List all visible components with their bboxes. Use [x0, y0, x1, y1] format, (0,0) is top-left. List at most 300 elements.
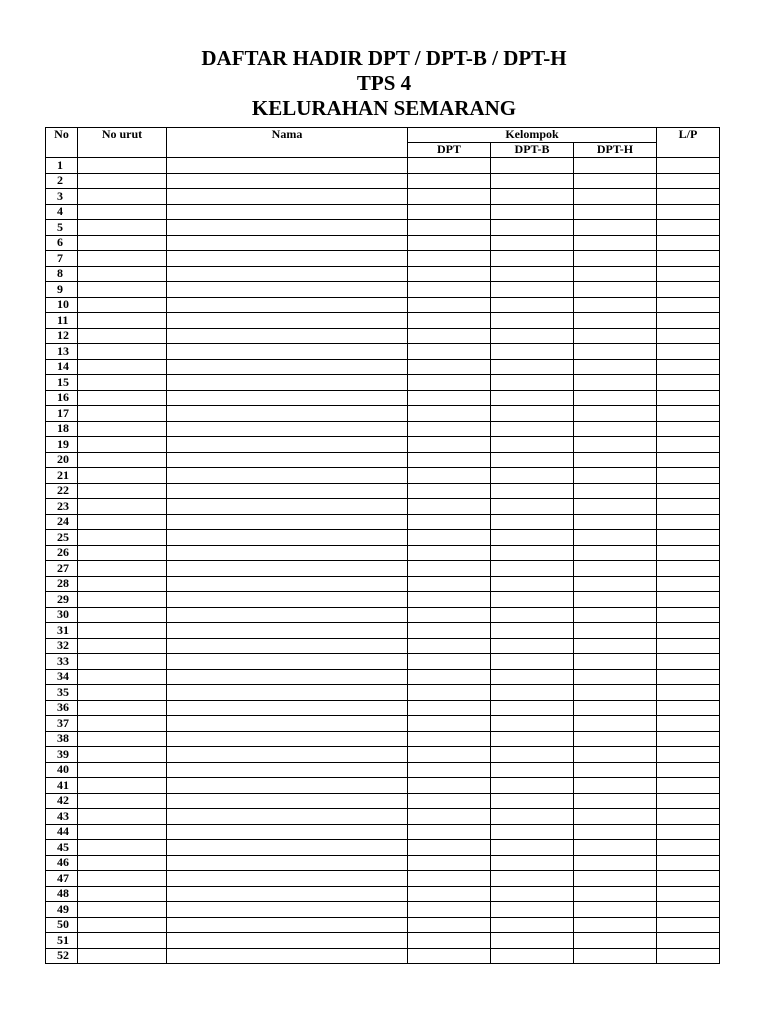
row-dpt-b-cell[interactable] [491, 902, 574, 918]
row-dpt-cell[interactable] [408, 700, 491, 716]
row-dpt-h-cell[interactable] [574, 220, 657, 236]
row-lp-cell[interactable] [657, 855, 720, 871]
row-lp-cell[interactable] [657, 437, 720, 453]
row-nama-cell[interactable] [167, 561, 408, 577]
row-dpt-h-cell[interactable] [574, 855, 657, 871]
row-dpt-b-cell[interactable] [491, 576, 574, 592]
row-dpt-b-cell[interactable] [491, 251, 574, 267]
row-dpt-b-cell[interactable] [491, 545, 574, 561]
row-nama-cell[interactable] [167, 313, 408, 329]
row-no-urut-cell[interactable] [78, 173, 167, 189]
row-dpt-b-cell[interactable] [491, 220, 574, 236]
row-dpt-h-cell[interactable] [574, 499, 657, 515]
row-dpt-h-cell[interactable] [574, 685, 657, 701]
row-dpt-h-cell[interactable] [574, 731, 657, 747]
row-lp-cell[interactable] [657, 607, 720, 623]
row-no-urut-cell[interactable] [78, 204, 167, 220]
row-no-urut-cell[interactable] [78, 855, 167, 871]
row-nama-cell[interactable] [167, 545, 408, 561]
row-nama-cell[interactable] [167, 576, 408, 592]
row-dpt-cell[interactable] [408, 731, 491, 747]
row-nama-cell[interactable] [167, 173, 408, 189]
row-dpt-h-cell[interactable] [574, 716, 657, 732]
row-dpt-cell[interactable] [408, 251, 491, 267]
row-dpt-cell[interactable] [408, 406, 491, 422]
row-dpt-b-cell[interactable] [491, 344, 574, 360]
row-dpt-h-cell[interactable] [574, 266, 657, 282]
row-dpt-cell[interactable] [408, 235, 491, 251]
row-lp-cell[interactable] [657, 158, 720, 174]
row-no-urut-cell[interactable] [78, 902, 167, 918]
row-no-urut-cell[interactable] [78, 406, 167, 422]
row-dpt-b-cell[interactable] [491, 359, 574, 375]
row-dpt-cell[interactable] [408, 576, 491, 592]
row-dpt-h-cell[interactable] [574, 592, 657, 608]
row-dpt-b-cell[interactable] [491, 266, 574, 282]
row-dpt-cell[interactable] [408, 282, 491, 298]
row-dpt-h-cell[interactable] [574, 700, 657, 716]
row-no-urut-cell[interactable] [78, 344, 167, 360]
row-dpt-b-cell[interactable] [491, 406, 574, 422]
row-no-urut-cell[interactable] [78, 654, 167, 670]
row-nama-cell[interactable] [167, 421, 408, 437]
row-dpt-cell[interactable] [408, 173, 491, 189]
row-lp-cell[interactable] [657, 235, 720, 251]
row-lp-cell[interactable] [657, 483, 720, 499]
row-dpt-b-cell[interactable] [491, 514, 574, 530]
row-dpt-h-cell[interactable] [574, 871, 657, 887]
row-no-urut-cell[interactable] [78, 390, 167, 406]
row-dpt-h-cell[interactable] [574, 421, 657, 437]
row-lp-cell[interactable] [657, 762, 720, 778]
row-dpt-cell[interactable] [408, 654, 491, 670]
row-dpt-cell[interactable] [408, 468, 491, 484]
row-nama-cell[interactable] [167, 468, 408, 484]
row-dpt-b-cell[interactable] [491, 886, 574, 902]
row-nama-cell[interactable] [167, 514, 408, 530]
row-nama-cell[interactable] [167, 778, 408, 794]
row-no-urut-cell[interactable] [78, 592, 167, 608]
row-no-urut-cell[interactable] [78, 282, 167, 298]
row-dpt-b-cell[interactable] [491, 158, 574, 174]
row-no-urut-cell[interactable] [78, 189, 167, 205]
row-dpt-b-cell[interactable] [491, 809, 574, 825]
row-nama-cell[interactable] [167, 359, 408, 375]
row-no-urut-cell[interactable] [78, 483, 167, 499]
row-dpt-h-cell[interactable] [574, 344, 657, 360]
row-dpt-h-cell[interactable] [574, 747, 657, 763]
row-dpt-h-cell[interactable] [574, 452, 657, 468]
row-no-urut-cell[interactable] [78, 561, 167, 577]
row-dpt-h-cell[interactable] [574, 886, 657, 902]
row-dpt-cell[interactable] [408, 189, 491, 205]
row-lp-cell[interactable] [657, 793, 720, 809]
row-lp-cell[interactable] [657, 375, 720, 391]
row-lp-cell[interactable] [657, 747, 720, 763]
row-nama-cell[interactable] [167, 344, 408, 360]
row-no-urut-cell[interactable] [78, 452, 167, 468]
row-dpt-b-cell[interactable] [491, 917, 574, 933]
row-dpt-cell[interactable] [408, 623, 491, 639]
row-nama-cell[interactable] [167, 731, 408, 747]
row-lp-cell[interactable] [657, 297, 720, 313]
row-no-urut-cell[interactable] [78, 948, 167, 964]
row-lp-cell[interactable] [657, 654, 720, 670]
row-dpt-h-cell[interactable] [574, 313, 657, 329]
row-dpt-cell[interactable] [408, 933, 491, 949]
row-dpt-b-cell[interactable] [491, 282, 574, 298]
row-dpt-h-cell[interactable] [574, 948, 657, 964]
row-dpt-h-cell[interactable] [574, 607, 657, 623]
row-lp-cell[interactable] [657, 452, 720, 468]
row-no-urut-cell[interactable] [78, 530, 167, 546]
row-nama-cell[interactable] [167, 406, 408, 422]
row-lp-cell[interactable] [657, 778, 720, 794]
row-dpt-h-cell[interactable] [574, 390, 657, 406]
row-no-urut-cell[interactable] [78, 917, 167, 933]
row-dpt-h-cell[interactable] [574, 375, 657, 391]
row-dpt-cell[interactable] [408, 824, 491, 840]
row-lp-cell[interactable] [657, 499, 720, 515]
row-dpt-b-cell[interactable] [491, 421, 574, 437]
row-no-urut-cell[interactable] [78, 266, 167, 282]
row-dpt-b-cell[interactable] [491, 669, 574, 685]
row-no-urut-cell[interactable] [78, 220, 167, 236]
row-dpt-b-cell[interactable] [491, 313, 574, 329]
row-dpt-cell[interactable] [408, 809, 491, 825]
row-nama-cell[interactable] [167, 871, 408, 887]
row-nama-cell[interactable] [167, 235, 408, 251]
row-dpt-b-cell[interactable] [491, 297, 574, 313]
row-dpt-cell[interactable] [408, 638, 491, 654]
row-nama-cell[interactable] [167, 638, 408, 654]
row-dpt-cell[interactable] [408, 328, 491, 344]
row-no-urut-cell[interactable] [78, 313, 167, 329]
row-nama-cell[interactable] [167, 793, 408, 809]
row-dpt-h-cell[interactable] [574, 328, 657, 344]
row-no-urut-cell[interactable] [78, 297, 167, 313]
row-dpt-cell[interactable] [408, 886, 491, 902]
row-nama-cell[interactable] [167, 685, 408, 701]
row-no-urut-cell[interactable] [78, 685, 167, 701]
row-lp-cell[interactable] [657, 390, 720, 406]
row-dpt-h-cell[interactable] [574, 158, 657, 174]
row-dpt-h-cell[interactable] [574, 778, 657, 794]
row-nama-cell[interactable] [167, 855, 408, 871]
row-no-urut-cell[interactable] [78, 716, 167, 732]
row-no-urut-cell[interactable] [78, 251, 167, 267]
row-nama-cell[interactable] [167, 251, 408, 267]
row-dpt-h-cell[interactable] [574, 793, 657, 809]
row-lp-cell[interactable] [657, 716, 720, 732]
row-no-urut-cell[interactable] [78, 328, 167, 344]
row-dpt-h-cell[interactable] [574, 561, 657, 577]
row-dpt-cell[interactable] [408, 375, 491, 391]
row-lp-cell[interactable] [657, 514, 720, 530]
row-lp-cell[interactable] [657, 266, 720, 282]
row-no-urut-cell[interactable] [78, 468, 167, 484]
row-dpt-cell[interactable] [408, 313, 491, 329]
row-dpt-b-cell[interactable] [491, 235, 574, 251]
row-dpt-cell[interactable] [408, 499, 491, 515]
row-dpt-cell[interactable] [408, 871, 491, 887]
row-dpt-cell[interactable] [408, 607, 491, 623]
row-lp-cell[interactable] [657, 359, 720, 375]
row-lp-cell[interactable] [657, 592, 720, 608]
row-lp-cell[interactable] [657, 468, 720, 484]
row-dpt-h-cell[interactable] [574, 809, 657, 825]
row-dpt-b-cell[interactable] [491, 654, 574, 670]
row-dpt-cell[interactable] [408, 716, 491, 732]
row-nama-cell[interactable] [167, 189, 408, 205]
row-dpt-b-cell[interactable] [491, 731, 574, 747]
row-nama-cell[interactable] [167, 933, 408, 949]
row-nama-cell[interactable] [167, 158, 408, 174]
row-dpt-b-cell[interactable] [491, 840, 574, 856]
row-dpt-h-cell[interactable] [574, 917, 657, 933]
row-dpt-h-cell[interactable] [574, 282, 657, 298]
row-dpt-b-cell[interactable] [491, 778, 574, 794]
row-nama-cell[interactable] [167, 607, 408, 623]
row-dpt-cell[interactable] [408, 452, 491, 468]
row-dpt-cell[interactable] [408, 840, 491, 856]
row-dpt-cell[interactable] [408, 917, 491, 933]
row-dpt-cell[interactable] [408, 204, 491, 220]
row-lp-cell[interactable] [657, 530, 720, 546]
row-dpt-cell[interactable] [408, 902, 491, 918]
row-dpt-h-cell[interactable] [574, 204, 657, 220]
row-no-urut-cell[interactable] [78, 607, 167, 623]
row-nama-cell[interactable] [167, 762, 408, 778]
row-nama-cell[interactable] [167, 948, 408, 964]
row-lp-cell[interactable] [657, 886, 720, 902]
row-no-urut-cell[interactable] [78, 700, 167, 716]
row-no-urut-cell[interactable] [78, 158, 167, 174]
row-dpt-b-cell[interactable] [491, 530, 574, 546]
row-nama-cell[interactable] [167, 530, 408, 546]
row-dpt-b-cell[interactable] [491, 390, 574, 406]
row-dpt-h-cell[interactable] [574, 235, 657, 251]
row-dpt-b-cell[interactable] [491, 933, 574, 949]
row-dpt-cell[interactable] [408, 545, 491, 561]
row-nama-cell[interactable] [167, 282, 408, 298]
row-lp-cell[interactable] [657, 282, 720, 298]
row-dpt-h-cell[interactable] [574, 902, 657, 918]
row-dpt-b-cell[interactable] [491, 793, 574, 809]
row-dpt-cell[interactable] [408, 220, 491, 236]
row-lp-cell[interactable] [657, 189, 720, 205]
row-dpt-cell[interactable] [408, 390, 491, 406]
row-nama-cell[interactable] [167, 297, 408, 313]
row-nama-cell[interactable] [167, 824, 408, 840]
row-nama-cell[interactable] [167, 716, 408, 732]
row-nama-cell[interactable] [167, 840, 408, 856]
row-nama-cell[interactable] [167, 375, 408, 391]
row-dpt-h-cell[interactable] [574, 545, 657, 561]
row-dpt-b-cell[interactable] [491, 499, 574, 515]
row-nama-cell[interactable] [167, 669, 408, 685]
row-nama-cell[interactable] [167, 220, 408, 236]
row-dpt-cell[interactable] [408, 855, 491, 871]
row-dpt-h-cell[interactable] [574, 840, 657, 856]
row-no-urut-cell[interactable] [78, 437, 167, 453]
row-dpt-cell[interactable] [408, 747, 491, 763]
row-no-urut-cell[interactable] [78, 747, 167, 763]
row-no-urut-cell[interactable] [78, 762, 167, 778]
row-lp-cell[interactable] [657, 173, 720, 189]
row-no-urut-cell[interactable] [78, 793, 167, 809]
row-nama-cell[interactable] [167, 437, 408, 453]
row-lp-cell[interactable] [657, 406, 720, 422]
row-dpt-cell[interactable] [408, 266, 491, 282]
row-nama-cell[interactable] [167, 204, 408, 220]
row-lp-cell[interactable] [657, 933, 720, 949]
row-no-urut-cell[interactable] [78, 933, 167, 949]
row-lp-cell[interactable] [657, 344, 720, 360]
row-dpt-b-cell[interactable] [491, 716, 574, 732]
row-lp-cell[interactable] [657, 545, 720, 561]
row-lp-cell[interactable] [657, 204, 720, 220]
row-dpt-h-cell[interactable] [574, 468, 657, 484]
row-no-urut-cell[interactable] [78, 871, 167, 887]
row-nama-cell[interactable] [167, 886, 408, 902]
row-dpt-b-cell[interactable] [491, 700, 574, 716]
row-dpt-b-cell[interactable] [491, 592, 574, 608]
row-nama-cell[interactable] [167, 902, 408, 918]
row-dpt-h-cell[interactable] [574, 654, 657, 670]
row-dpt-b-cell[interactable] [491, 204, 574, 220]
row-dpt-h-cell[interactable] [574, 933, 657, 949]
row-no-urut-cell[interactable] [78, 623, 167, 639]
row-no-urut-cell[interactable] [78, 576, 167, 592]
row-dpt-b-cell[interactable] [491, 189, 574, 205]
row-nama-cell[interactable] [167, 654, 408, 670]
row-no-urut-cell[interactable] [78, 359, 167, 375]
row-lp-cell[interactable] [657, 840, 720, 856]
row-lp-cell[interactable] [657, 731, 720, 747]
row-dpt-b-cell[interactable] [491, 623, 574, 639]
row-lp-cell[interactable] [657, 561, 720, 577]
row-dpt-h-cell[interactable] [574, 530, 657, 546]
row-dpt-cell[interactable] [408, 483, 491, 499]
row-nama-cell[interactable] [167, 623, 408, 639]
row-lp-cell[interactable] [657, 251, 720, 267]
row-no-urut-cell[interactable] [78, 514, 167, 530]
row-no-urut-cell[interactable] [78, 886, 167, 902]
row-nama-cell[interactable] [167, 452, 408, 468]
row-nama-cell[interactable] [167, 390, 408, 406]
row-dpt-h-cell[interactable] [574, 359, 657, 375]
row-nama-cell[interactable] [167, 747, 408, 763]
row-lp-cell[interactable] [657, 685, 720, 701]
row-dpt-cell[interactable] [408, 793, 491, 809]
row-nama-cell[interactable] [167, 917, 408, 933]
row-nama-cell[interactable] [167, 592, 408, 608]
row-dpt-h-cell[interactable] [574, 173, 657, 189]
row-lp-cell[interactable] [657, 623, 720, 639]
row-dpt-h-cell[interactable] [574, 669, 657, 685]
row-dpt-h-cell[interactable] [574, 638, 657, 654]
row-nama-cell[interactable] [167, 483, 408, 499]
row-dpt-h-cell[interactable] [574, 437, 657, 453]
row-dpt-b-cell[interactable] [491, 638, 574, 654]
row-dpt-b-cell[interactable] [491, 607, 574, 623]
row-lp-cell[interactable] [657, 638, 720, 654]
row-lp-cell[interactable] [657, 669, 720, 685]
row-dpt-cell[interactable] [408, 344, 491, 360]
row-dpt-h-cell[interactable] [574, 623, 657, 639]
row-lp-cell[interactable] [657, 902, 720, 918]
row-dpt-h-cell[interactable] [574, 762, 657, 778]
row-nama-cell[interactable] [167, 499, 408, 515]
row-nama-cell[interactable] [167, 266, 408, 282]
row-dpt-b-cell[interactable] [491, 561, 574, 577]
row-dpt-h-cell[interactable] [574, 251, 657, 267]
row-lp-cell[interactable] [657, 576, 720, 592]
row-no-urut-cell[interactable] [78, 375, 167, 391]
row-dpt-cell[interactable] [408, 669, 491, 685]
row-dpt-h-cell[interactable] [574, 406, 657, 422]
row-dpt-cell[interactable] [408, 948, 491, 964]
row-dpt-b-cell[interactable] [491, 437, 574, 453]
row-dpt-b-cell[interactable] [491, 948, 574, 964]
row-lp-cell[interactable] [657, 421, 720, 437]
row-no-urut-cell[interactable] [78, 545, 167, 561]
row-dpt-cell[interactable] [408, 421, 491, 437]
row-dpt-b-cell[interactable] [491, 685, 574, 701]
row-lp-cell[interactable] [657, 328, 720, 344]
row-dpt-cell[interactable] [408, 297, 491, 313]
row-dpt-b-cell[interactable] [491, 762, 574, 778]
row-dpt-b-cell[interactable] [491, 871, 574, 887]
row-lp-cell[interactable] [657, 824, 720, 840]
row-no-urut-cell[interactable] [78, 824, 167, 840]
row-lp-cell[interactable] [657, 313, 720, 329]
row-no-urut-cell[interactable] [78, 421, 167, 437]
row-no-urut-cell[interactable] [78, 638, 167, 654]
row-dpt-h-cell[interactable] [574, 514, 657, 530]
row-dpt-cell[interactable] [408, 685, 491, 701]
row-no-urut-cell[interactable] [78, 731, 167, 747]
row-dpt-b-cell[interactable] [491, 328, 574, 344]
row-dpt-h-cell[interactable] [574, 297, 657, 313]
row-dpt-b-cell[interactable] [491, 855, 574, 871]
row-no-urut-cell[interactable] [78, 235, 167, 251]
row-dpt-h-cell[interactable] [574, 824, 657, 840]
row-dpt-b-cell[interactable] [491, 483, 574, 499]
row-dpt-cell[interactable] [408, 158, 491, 174]
row-dpt-b-cell[interactable] [491, 173, 574, 189]
row-no-urut-cell[interactable] [78, 840, 167, 856]
row-dpt-h-cell[interactable] [574, 483, 657, 499]
row-dpt-b-cell[interactable] [491, 747, 574, 763]
row-lp-cell[interactable] [657, 871, 720, 887]
row-dpt-b-cell[interactable] [491, 452, 574, 468]
row-dpt-cell[interactable] [408, 530, 491, 546]
row-nama-cell[interactable] [167, 809, 408, 825]
row-lp-cell[interactable] [657, 700, 720, 716]
row-no-urut-cell[interactable] [78, 809, 167, 825]
row-nama-cell[interactable] [167, 328, 408, 344]
row-dpt-h-cell[interactable] [574, 189, 657, 205]
row-lp-cell[interactable] [657, 917, 720, 933]
row-nama-cell[interactable] [167, 700, 408, 716]
row-no-urut-cell[interactable] [78, 778, 167, 794]
row-dpt-cell[interactable] [408, 592, 491, 608]
row-lp-cell[interactable] [657, 220, 720, 236]
row-dpt-cell[interactable] [408, 359, 491, 375]
row-dpt-h-cell[interactable] [574, 576, 657, 592]
